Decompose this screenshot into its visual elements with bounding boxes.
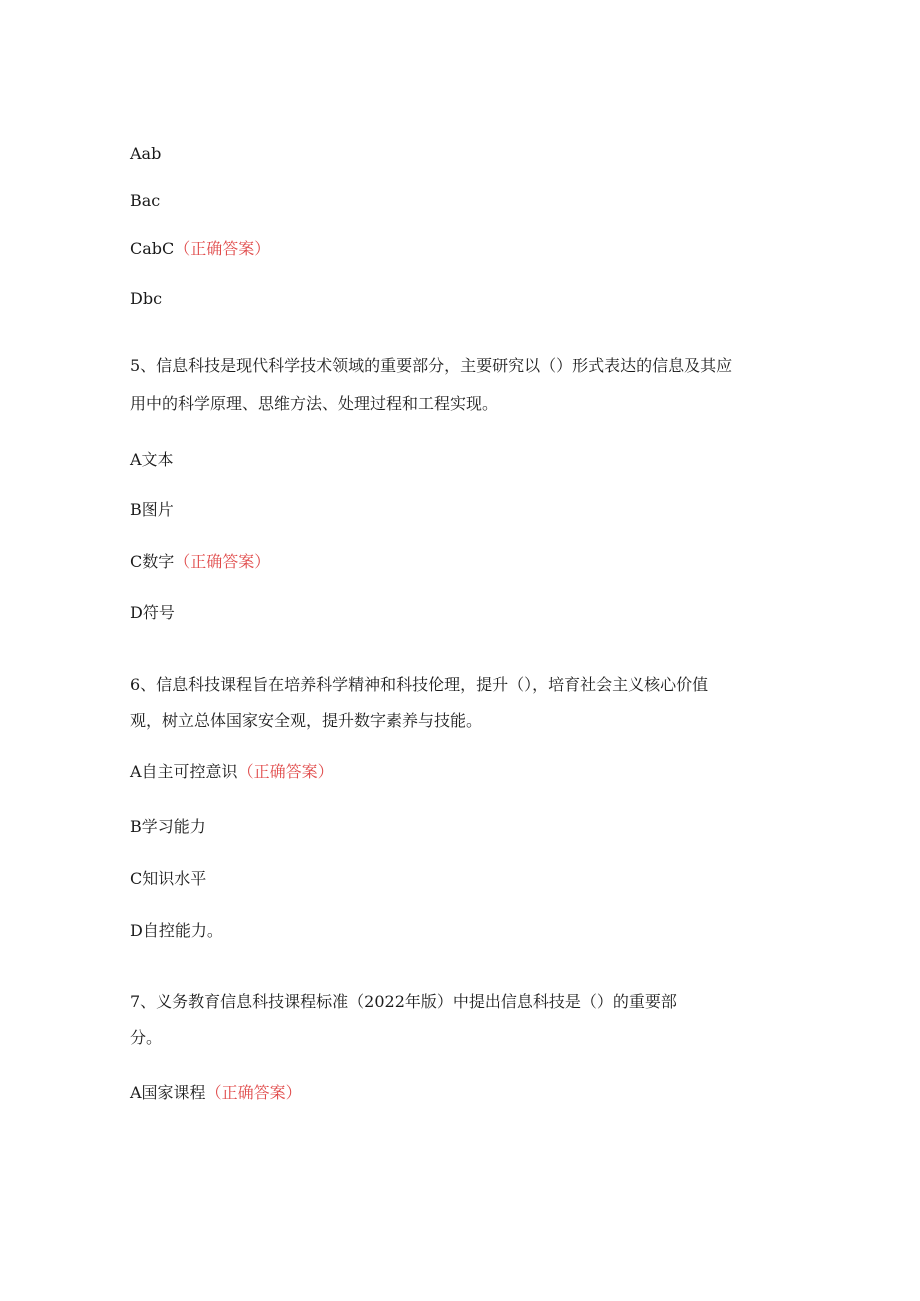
- option-text: Bac: [130, 191, 161, 210]
- correct-answer-mark: （正确答案）: [205, 1083, 302, 1102]
- option-text: D自控能力。: [130, 921, 223, 940]
- option-text: A文本: [130, 450, 174, 469]
- option-text: A国家课程: [130, 1083, 206, 1102]
- question-5-line-1: 5、信息科技是现代科学技术领域的重要部分，主要研究以（）形式表达的信息及其应: [130, 356, 733, 375]
- question-6-line-1: 6、信息科技课程旨在培养科学精神和科技伦理，提升（），培育社会主义核心价值: [130, 675, 709, 694]
- option-text: Aab: [130, 144, 162, 163]
- option-text: C数字: [130, 552, 175, 571]
- option-4d: [130, 289, 162, 309]
- option-6d: [130, 921, 223, 941]
- option-text: Dbc: [130, 289, 163, 308]
- option-7a: [130, 1083, 302, 1103]
- question-5-line-2: 用中的科学原理、思维方法、处理过程和工程实现。: [130, 394, 499, 413]
- option-6b: [130, 817, 206, 837]
- correct-answer-mark: （正确答案）: [174, 552, 271, 571]
- option-4c: [130, 239, 270, 259]
- correct-answer-mark: （正确答案）: [174, 239, 271, 258]
- option-text: D符号: [130, 603, 175, 622]
- correct-answer-mark: （正确答案）: [237, 762, 334, 781]
- option-text: C知识水平: [130, 869, 207, 888]
- option-text: B图片: [130, 500, 174, 519]
- option-5d: [130, 603, 175, 623]
- question-7-line-1: 7、义务教育信息科技课程标准（2022年版）中提出信息科技是（）的重要部: [130, 992, 677, 1011]
- option-5b: [130, 500, 174, 520]
- option-text: B学习能力: [130, 817, 206, 836]
- option-4b: [130, 191, 160, 211]
- option-4a: [130, 144, 161, 164]
- option-5c: [130, 552, 270, 572]
- option-6c: [130, 869, 206, 889]
- option-text: A自主可控意识: [130, 762, 238, 781]
- option-text: CabC: [130, 239, 175, 258]
- question-6-line-2: 观，树立总体国家安全观，提升数字素养与技能。: [130, 711, 483, 730]
- option-6a: [130, 762, 334, 782]
- option-5a: [130, 450, 174, 470]
- question-7-line-2: 分。: [130, 1028, 163, 1047]
